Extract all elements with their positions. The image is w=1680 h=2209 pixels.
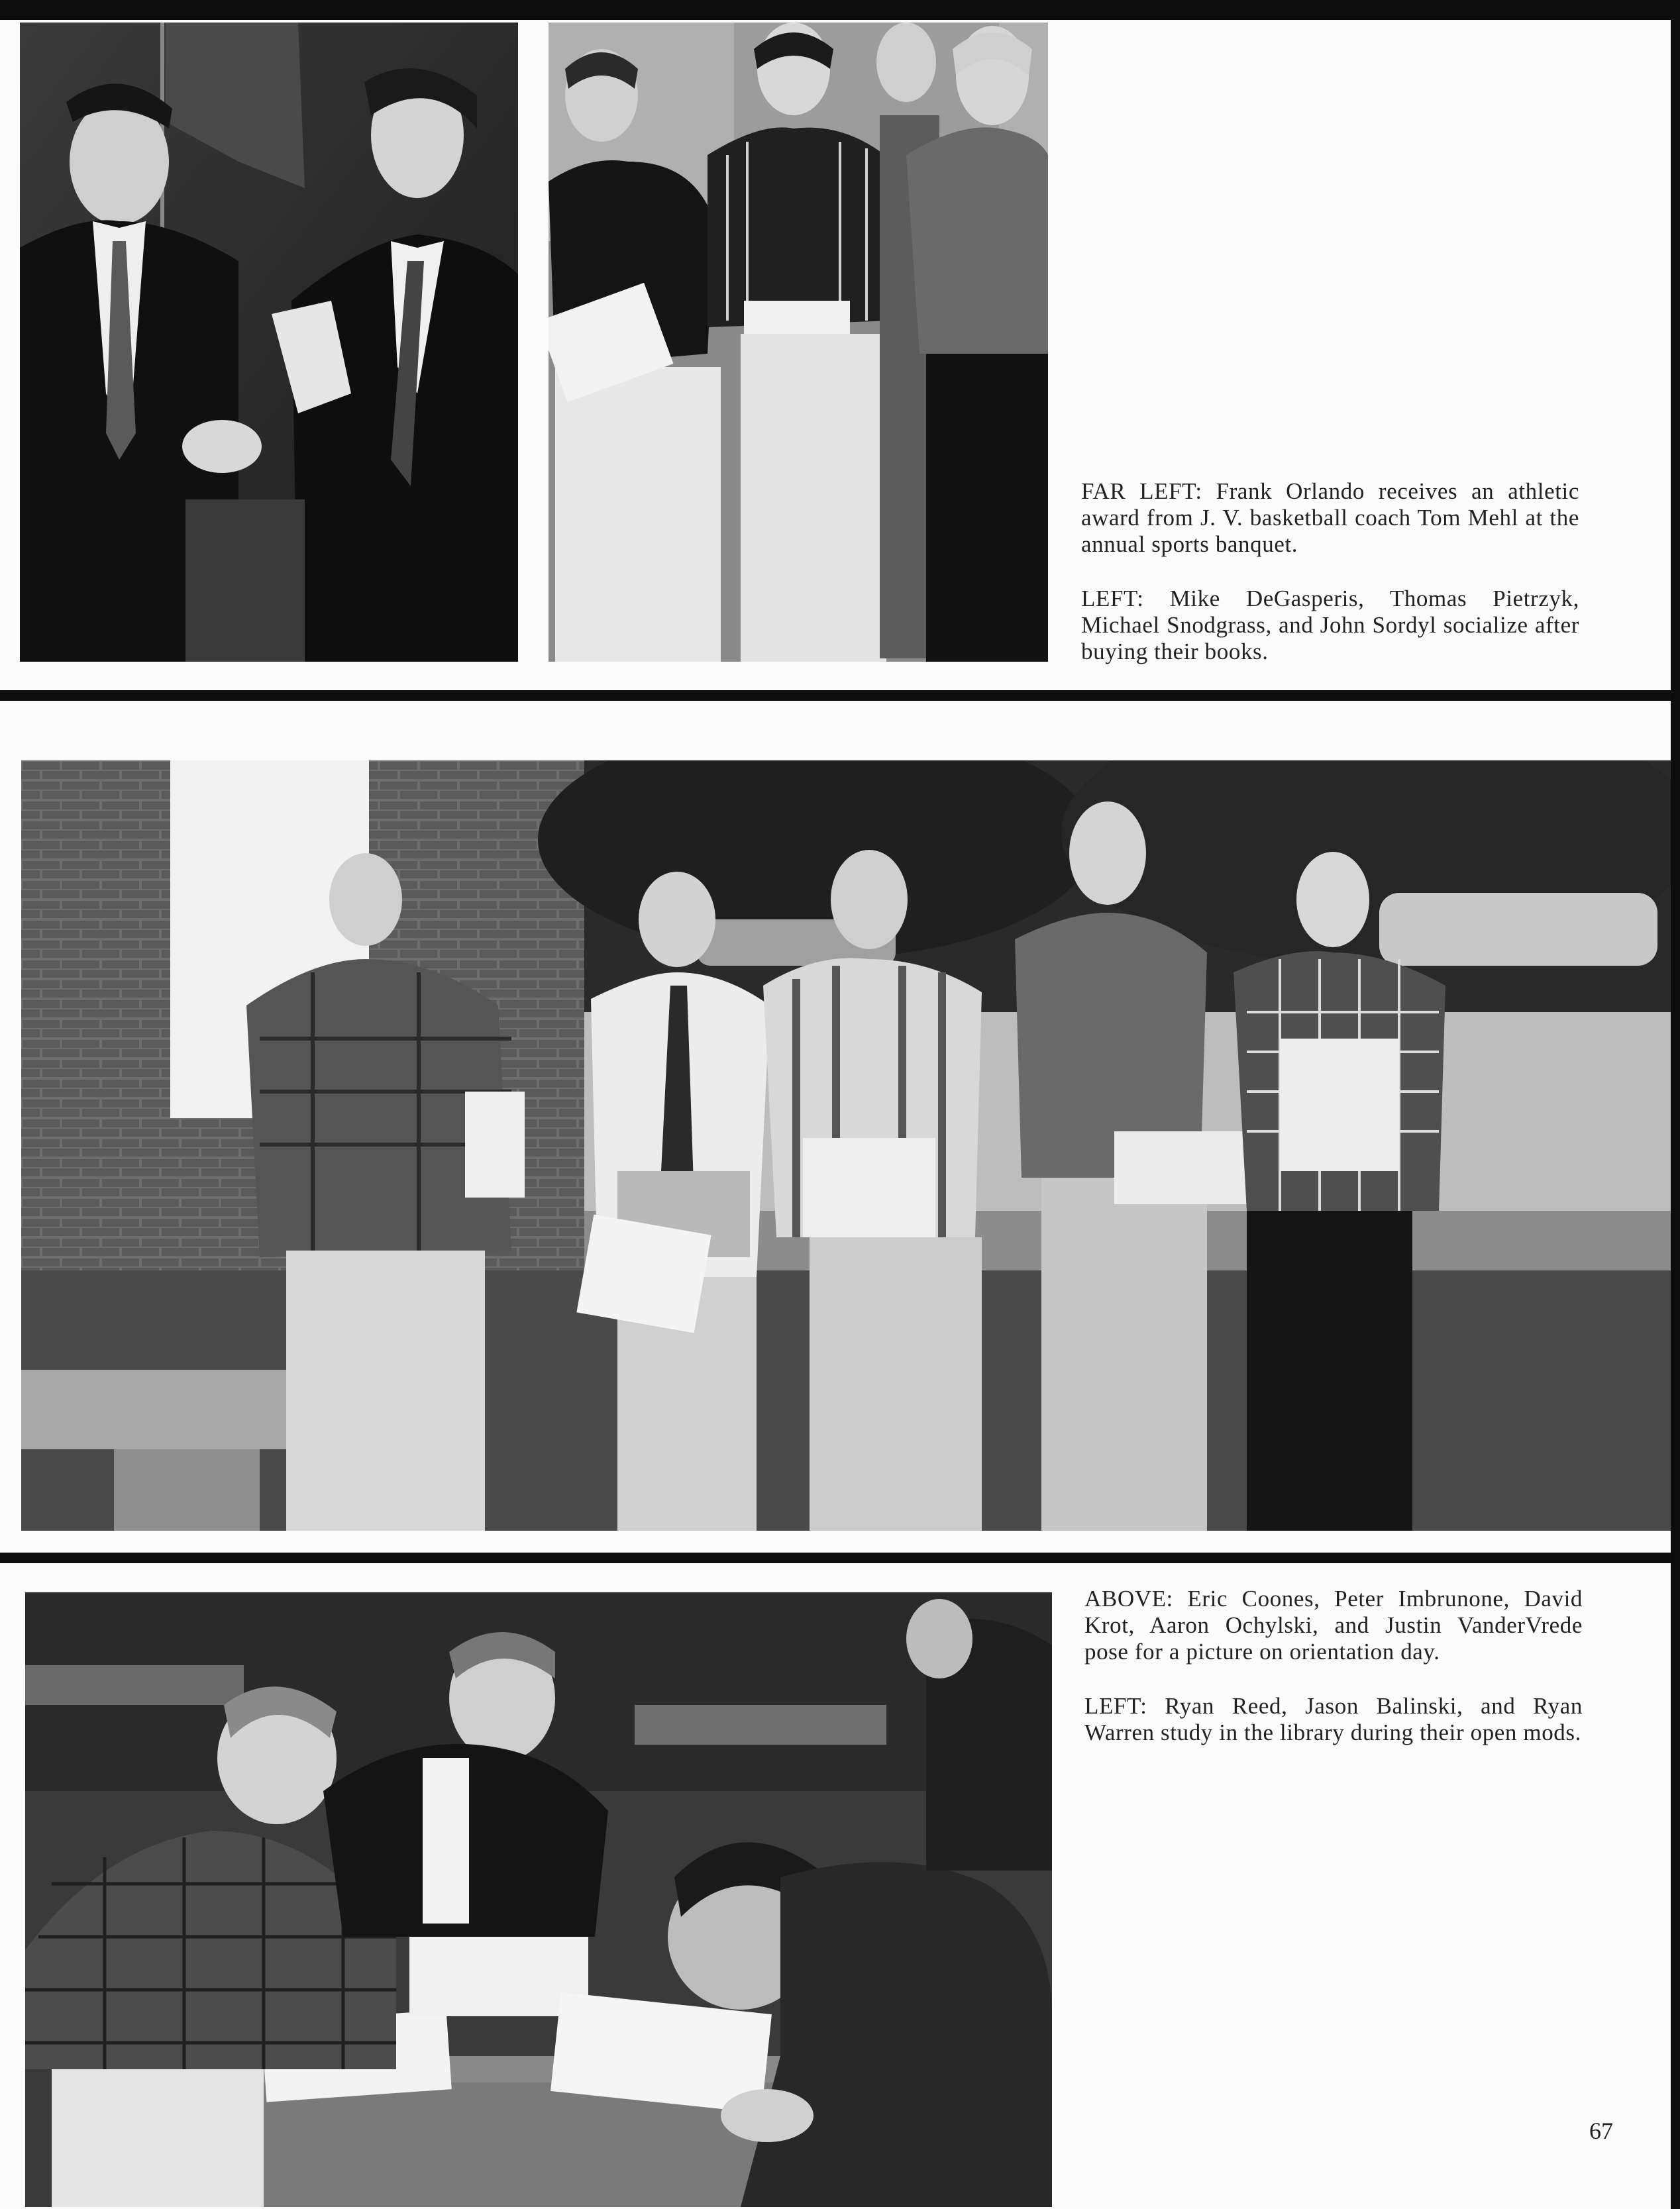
award-handshake-photo-icon: [20, 23, 518, 662]
orientation-photo: [21, 760, 1671, 1531]
caption-left-books: LEFT: Mike DeGasperis, Thomas Pietrzyk, Michael Snodgrass, and John Sordyl socialize after buying their books.: [1081, 586, 1579, 664]
section-divider-2: [0, 1553, 1680, 1563]
caption-far-left: FAR LEFT: Frank Orlando receives an athletic award from J. V. basketball coach Tom Mehl at the annual sports banquet.: [1081, 478, 1579, 557]
caption-above-orientation: ABOVE: Eric Coones, Peter Imbrunone, David Krot, Aaron Ochylski, and Justin VanderVrede pose for a picture on orientation day.: [1084, 1586, 1583, 1665]
caption-left-library: LEFT: Ryan Reed, Jason Balinski, and Ryan Warren study in the library during their open mods.: [1084, 1693, 1583, 1745]
yearbook-page: [0, 20, 1680, 2209]
students-with-books-photo-icon: [549, 23, 1048, 662]
bottom-captions: [1084, 1586, 1583, 1774]
books-photo: [549, 23, 1048, 662]
scan-edge: [1671, 0, 1680, 2209]
library-photo: [25, 1592, 1052, 2207]
library-study-photo-icon: [25, 1592, 1052, 2207]
top-captions: [1081, 478, 1579, 693]
page-number: 67: [1589, 2118, 1613, 2144]
orientation-group-photo-icon: [21, 760, 1671, 1531]
award-photo: [20, 23, 518, 662]
section-divider: [0, 690, 1680, 701]
